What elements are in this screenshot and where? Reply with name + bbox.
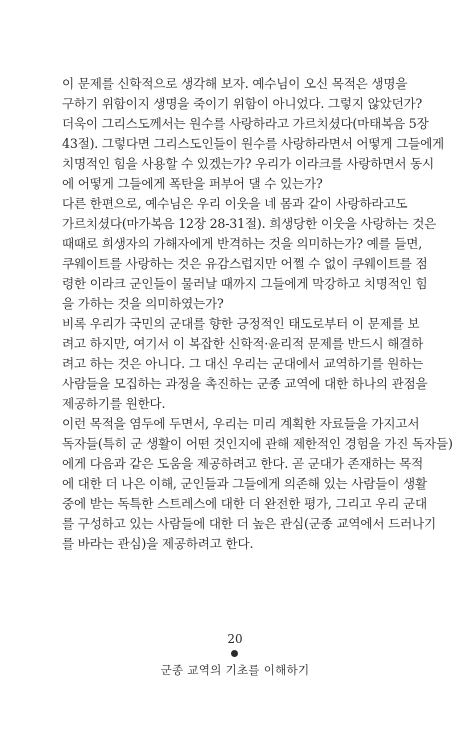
body-text xyxy=(62,74,453,554)
text-line: 가르치셨다(마가복음 12장 28-31절). 희생당한 이웃을 사랑하는 것은 xyxy=(62,216,437,231)
text-line: 구하기 위함이지 생명을 죽이기 위함이 아니었다. 그렇지 않았던가? xyxy=(62,96,423,111)
text-line: 쿠웨이트를 사랑하는 것은 유감스럽지만 어쩔 수 없이 쿠웨이트를 점 xyxy=(62,256,428,271)
footer-dot-icon xyxy=(231,650,238,657)
text-line: 에 어떻게 그들에게 폭탄을 퍼부어 댈 수 있는가? xyxy=(62,176,323,191)
book-title: 군종 교역의 기초를 이해하기 xyxy=(160,663,310,677)
text-line: 때때로 희생자의 가해자에게 반격하는 것을 의미하는가? 예를 들면, xyxy=(62,236,423,251)
text-line: 에게 다음과 같은 도움을 제공하려고 한다. 곧 군대가 존재하는 목적 xyxy=(62,456,424,471)
text-line: 이 문제를 신학적으로 생각해 보자. 예수님이 오신 목적은 생명을 xyxy=(62,76,408,91)
text-line: 중에 받는 독특한 스트레스에 대한 더 완전한 평가, 그리고 우리 군대 xyxy=(62,496,427,511)
text-line: 43절). 그렇다면 그리스도인들이 원수를 사랑하라면서 어떻게 그들에게 xyxy=(62,136,444,151)
text-line: 제공하기를 원한다. xyxy=(62,396,166,411)
text-line: 를 구성하고 있는 사람들에 대한 더 높은 관심(군종 교역에서 드러나기 xyxy=(62,516,436,531)
text-line: 더욱이 그리스도께서는 원수를 사랑하라고 가르치셨다(마태복음 5장 xyxy=(62,116,429,131)
text-line: 령한 이라크 군인들이 물러날 때까지 그들에게 막강하고 치명적인 힘 xyxy=(62,276,428,291)
text-line: 다른 한편으로, 예수님은 우리 이웃을 네 몸과 같이 사랑하라고도 xyxy=(62,196,408,211)
text-line: 을 가하는 것을 의미하였는가? xyxy=(62,296,224,311)
text-line: 치명적인 힘을 사용할 수 있겠는가? 우리가 이라크를 사랑하면서 동시 xyxy=(62,156,435,171)
text-line: 비록 우리가 국민의 군대를 향한 긍정적인 태도로부터 이 문제를 보 xyxy=(62,316,420,331)
text-line: 에 대한 더 나은 이해, 군인들과 그들에게 의존해 있는 사람들이 생활 xyxy=(62,476,427,491)
text-line: 려고 하지만, 여기서 이 복잡한 신학적·윤리적 문제를 반드시 해결하 xyxy=(62,336,424,351)
text-line: 독자들(특히 군 생활이 어떤 것인지에 관해 제한적인 경험을 가진 독자들) xyxy=(62,436,453,451)
page-number: 20 xyxy=(227,632,243,646)
text-line: 려고 하는 것은 아니다. 그 대신 우리는 군대에서 교역하기를 원하는 xyxy=(62,356,424,371)
text-line: 를 바라는 관심)을 제공하려고 한다. xyxy=(62,536,254,551)
text-line: 사람들을 모집하는 과정을 촉진하는 군종 교역에 대한 하나의 관점을 xyxy=(62,376,428,391)
text-line: 이런 목적을 염두에 두면서, 우리는 미리 계획한 자료들을 가지고서 xyxy=(62,416,420,431)
